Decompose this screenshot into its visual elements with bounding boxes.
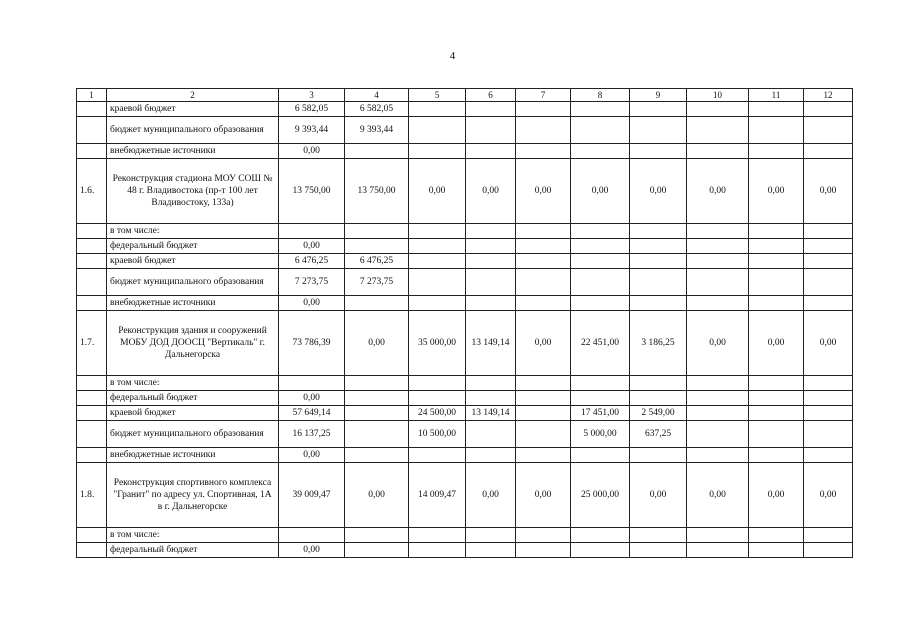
budget-table (76, 88, 853, 558)
value-cell: 0,00 (466, 463, 516, 528)
value-cell (630, 391, 687, 406)
value-cell (516, 421, 571, 448)
value-cell (516, 102, 571, 117)
value-cell (571, 448, 630, 463)
value-cell (345, 448, 409, 463)
value-cell (630, 448, 687, 463)
row-name-cell: внебюджетные источники (107, 144, 279, 159)
value-cell: 13 750,00 (345, 159, 409, 224)
value-cell: 0,00 (279, 391, 345, 406)
value-cell (749, 269, 804, 296)
row-index-cell (77, 391, 107, 406)
row-index-cell (77, 254, 107, 269)
value-cell (571, 528, 630, 543)
value-cell (345, 296, 409, 311)
value-cell (409, 269, 466, 296)
table-row (77, 543, 853, 558)
row-name-cell: краевой бюджет (107, 102, 279, 117)
value-cell: 0,00 (804, 463, 853, 528)
table-row (77, 406, 853, 421)
table-row (77, 391, 853, 406)
value-cell: 14 009,47 (409, 463, 466, 528)
value-cell: 13 149,14 (466, 311, 516, 376)
value-cell (409, 391, 466, 406)
value-cell (516, 224, 571, 239)
value-cell (345, 543, 409, 558)
value-cell: 9 393,44 (345, 117, 409, 144)
value-cell (687, 239, 749, 254)
value-cell: 7 273,75 (345, 269, 409, 296)
table-row (77, 224, 853, 239)
table-row (77, 421, 853, 448)
column-header: 11 (749, 89, 804, 102)
value-cell (630, 528, 687, 543)
column-header: 12 (804, 89, 853, 102)
value-cell: 0,00 (279, 543, 345, 558)
value-cell: 73 786,39 (279, 311, 345, 376)
value-cell (409, 102, 466, 117)
row-name-cell: в том числе: (107, 224, 279, 239)
column-header: 1 (77, 89, 107, 102)
value-cell (687, 543, 749, 558)
row-name-cell: краевой бюджет (107, 254, 279, 269)
value-cell (409, 239, 466, 254)
value-cell (571, 254, 630, 269)
value-cell: 0,00 (279, 239, 345, 254)
value-cell (516, 376, 571, 391)
value-cell: 57 649,14 (279, 406, 345, 421)
row-index-cell: 1.8. (77, 463, 107, 528)
table-row (77, 102, 853, 117)
value-cell: 0,00 (279, 296, 345, 311)
value-cell (409, 117, 466, 144)
value-cell (466, 269, 516, 296)
value-cell (279, 224, 345, 239)
value-cell (804, 269, 853, 296)
value-cell: 0,00 (630, 159, 687, 224)
row-name-cell: бюджет муниципального образования (107, 117, 279, 144)
value-cell: 0,00 (571, 159, 630, 224)
value-cell (409, 224, 466, 239)
value-cell (409, 144, 466, 159)
value-cell (804, 224, 853, 239)
value-cell (516, 543, 571, 558)
table-body (77, 89, 853, 558)
value-cell: 10 500,00 (409, 421, 466, 448)
value-cell: 0,00 (687, 159, 749, 224)
value-cell (630, 102, 687, 117)
value-cell (516, 448, 571, 463)
row-name-cell: Реконструкция здания и сооружений МОБУ ДОД ДООСЦ "Вертикаль" г. Дальнегорска (107, 311, 279, 376)
value-cell (466, 102, 516, 117)
column-header: 2 (107, 89, 279, 102)
value-cell (466, 448, 516, 463)
value-cell (687, 269, 749, 296)
value-cell (516, 239, 571, 254)
value-cell (466, 254, 516, 269)
value-cell: 0,00 (516, 463, 571, 528)
value-cell (466, 224, 516, 239)
header-row (77, 89, 853, 102)
value-cell (571, 269, 630, 296)
table-row (77, 117, 853, 144)
value-cell (516, 296, 571, 311)
value-cell (749, 254, 804, 269)
value-cell (516, 117, 571, 144)
value-cell (571, 296, 630, 311)
value-cell (804, 117, 853, 144)
row-index-cell (77, 528, 107, 543)
value-cell: 0,00 (516, 311, 571, 376)
value-cell (571, 144, 630, 159)
table-row (77, 269, 853, 296)
value-cell (687, 296, 749, 311)
value-cell (804, 406, 853, 421)
table-row (77, 144, 853, 159)
value-cell (749, 543, 804, 558)
value-cell: 0,00 (516, 159, 571, 224)
value-cell (687, 391, 749, 406)
value-cell: 0,00 (749, 159, 804, 224)
row-name-cell: федеральный бюджет (107, 239, 279, 254)
value-cell: 0,00 (804, 159, 853, 224)
value-cell: 3 186,25 (630, 311, 687, 376)
row-name-cell: внебюджетные источники (107, 296, 279, 311)
row-name-cell: бюджет муниципального образования (107, 421, 279, 448)
value-cell (409, 296, 466, 311)
value-cell: 0,00 (409, 159, 466, 224)
value-cell (345, 144, 409, 159)
row-index-cell (77, 224, 107, 239)
value-cell: 6 582,05 (345, 102, 409, 117)
row-name-cell: внебюджетные источники (107, 448, 279, 463)
value-cell: 0,00 (630, 463, 687, 528)
row-index-cell (77, 269, 107, 296)
value-cell (804, 448, 853, 463)
value-cell (571, 224, 630, 239)
value-cell (516, 406, 571, 421)
value-cell (804, 144, 853, 159)
value-cell (516, 269, 571, 296)
value-cell (466, 543, 516, 558)
value-cell (409, 528, 466, 543)
value-cell (749, 239, 804, 254)
row-index-cell: 1.7. (77, 311, 107, 376)
value-cell (345, 528, 409, 543)
value-cell (466, 117, 516, 144)
page-number: 4 (449, 50, 456, 62)
row-index-cell (77, 448, 107, 463)
value-cell (804, 376, 853, 391)
value-cell (687, 224, 749, 239)
table-row (77, 254, 853, 269)
value-cell (804, 239, 853, 254)
value-cell (516, 391, 571, 406)
value-cell (749, 391, 804, 406)
row-index-cell (77, 102, 107, 117)
value-cell (345, 391, 409, 406)
value-cell (345, 224, 409, 239)
value-cell (749, 144, 804, 159)
value-cell (516, 528, 571, 543)
value-cell: 0,00 (687, 311, 749, 376)
value-cell (749, 448, 804, 463)
table-row (77, 311, 853, 376)
value-cell (630, 117, 687, 144)
value-cell (466, 391, 516, 406)
value-cell (630, 239, 687, 254)
value-cell (630, 376, 687, 391)
value-cell (466, 528, 516, 543)
table-row (77, 239, 853, 254)
table-row (77, 463, 853, 528)
column-header: 10 (687, 89, 749, 102)
value-cell (749, 296, 804, 311)
row-index-cell (77, 421, 107, 448)
value-cell (687, 254, 749, 269)
row-name-cell: Реконструкция стадиона МОУ СОШ № 48 г. Владивостока (пр-т 100 лет Владивостоку, 133а) (107, 159, 279, 224)
value-cell (345, 421, 409, 448)
value-cell (749, 224, 804, 239)
row-name-cell: краевой бюджет (107, 406, 279, 421)
value-cell (804, 296, 853, 311)
table-row (77, 528, 853, 543)
value-cell (279, 528, 345, 543)
row-index-cell (77, 406, 107, 421)
value-cell: 5 000,00 (571, 421, 630, 448)
value-cell (345, 376, 409, 391)
value-cell (749, 421, 804, 448)
value-cell (749, 528, 804, 543)
value-cell (687, 528, 749, 543)
value-cell: 0,00 (279, 448, 345, 463)
value-cell (687, 144, 749, 159)
value-cell: 13 149,14 (466, 406, 516, 421)
value-cell (409, 543, 466, 558)
value-cell (571, 117, 630, 144)
value-cell (804, 528, 853, 543)
value-cell: 17 451,00 (571, 406, 630, 421)
value-cell: 9 393,44 (279, 117, 345, 144)
value-cell: 0,00 (279, 144, 345, 159)
value-cell: 0,00 (804, 311, 853, 376)
value-cell (571, 376, 630, 391)
value-cell (749, 102, 804, 117)
value-cell: 7 273,75 (279, 269, 345, 296)
row-name-cell: федеральный бюджет (107, 391, 279, 406)
column-header: 6 (466, 89, 516, 102)
value-cell (804, 102, 853, 117)
value-cell (466, 376, 516, 391)
row-index-cell: 1.6. (77, 159, 107, 224)
table-row (77, 376, 853, 391)
value-cell (466, 239, 516, 254)
value-cell (409, 254, 466, 269)
row-name-cell: в том числе: (107, 376, 279, 391)
row-index-cell (77, 117, 107, 144)
value-cell: 25 000,00 (571, 463, 630, 528)
value-cell: 39 009,47 (279, 463, 345, 528)
value-cell (516, 144, 571, 159)
value-cell: 6 476,25 (345, 254, 409, 269)
value-cell: 16 137,25 (279, 421, 345, 448)
value-cell: 6 582,05 (279, 102, 345, 117)
value-cell (630, 296, 687, 311)
column-header: 9 (630, 89, 687, 102)
row-name-cell: в том числе: (107, 528, 279, 543)
row-name-cell: бюджет муниципального образования (107, 269, 279, 296)
value-cell (630, 543, 687, 558)
value-cell (687, 117, 749, 144)
value-cell (630, 224, 687, 239)
value-cell (804, 421, 853, 448)
value-cell (279, 376, 345, 391)
value-cell: 2 549,00 (630, 406, 687, 421)
column-header: 5 (409, 89, 466, 102)
column-header: 4 (345, 89, 409, 102)
value-cell: 24 500,00 (409, 406, 466, 421)
value-cell: 0,00 (345, 463, 409, 528)
value-cell (687, 376, 749, 391)
value-cell (516, 254, 571, 269)
value-cell (630, 254, 687, 269)
value-cell: 0,00 (749, 311, 804, 376)
row-name-cell: федеральный бюджет (107, 543, 279, 558)
value-cell (571, 391, 630, 406)
row-index-cell (77, 543, 107, 558)
table-row (77, 448, 853, 463)
value-cell (804, 254, 853, 269)
row-index-cell (77, 296, 107, 311)
value-cell (687, 421, 749, 448)
value-cell (687, 448, 749, 463)
value-cell (687, 102, 749, 117)
value-cell: 22 451,00 (571, 311, 630, 376)
column-header: 7 (516, 89, 571, 102)
value-cell (749, 406, 804, 421)
value-cell (749, 376, 804, 391)
value-cell (466, 421, 516, 448)
row-index-cell (77, 144, 107, 159)
value-cell (409, 376, 466, 391)
value-cell (571, 102, 630, 117)
value-cell: 637,25 (630, 421, 687, 448)
value-cell: 13 750,00 (279, 159, 345, 224)
value-cell (804, 543, 853, 558)
row-name-cell: Реконструкция спортивного комплекса "Гранит" по адресу ул. Спортивная, 1А в г. Дальнегорске (107, 463, 279, 528)
value-cell (345, 239, 409, 254)
value-cell (630, 144, 687, 159)
value-cell (345, 406, 409, 421)
column-header: 3 (279, 89, 345, 102)
value-cell: 0,00 (749, 463, 804, 528)
table-row (77, 159, 853, 224)
value-cell (630, 269, 687, 296)
value-cell: 6 476,25 (279, 254, 345, 269)
value-cell (804, 391, 853, 406)
row-index-cell (77, 376, 107, 391)
value-cell: 0,00 (345, 311, 409, 376)
value-cell: 0,00 (466, 159, 516, 224)
value-cell (571, 543, 630, 558)
table-row (77, 296, 853, 311)
row-index-cell (77, 239, 107, 254)
value-cell (687, 406, 749, 421)
value-cell (571, 239, 630, 254)
value-cell (466, 296, 516, 311)
value-cell: 0,00 (687, 463, 749, 528)
value-cell (749, 117, 804, 144)
column-header: 8 (571, 89, 630, 102)
value-cell (466, 144, 516, 159)
value-cell: 35 000,00 (409, 311, 466, 376)
value-cell (409, 448, 466, 463)
